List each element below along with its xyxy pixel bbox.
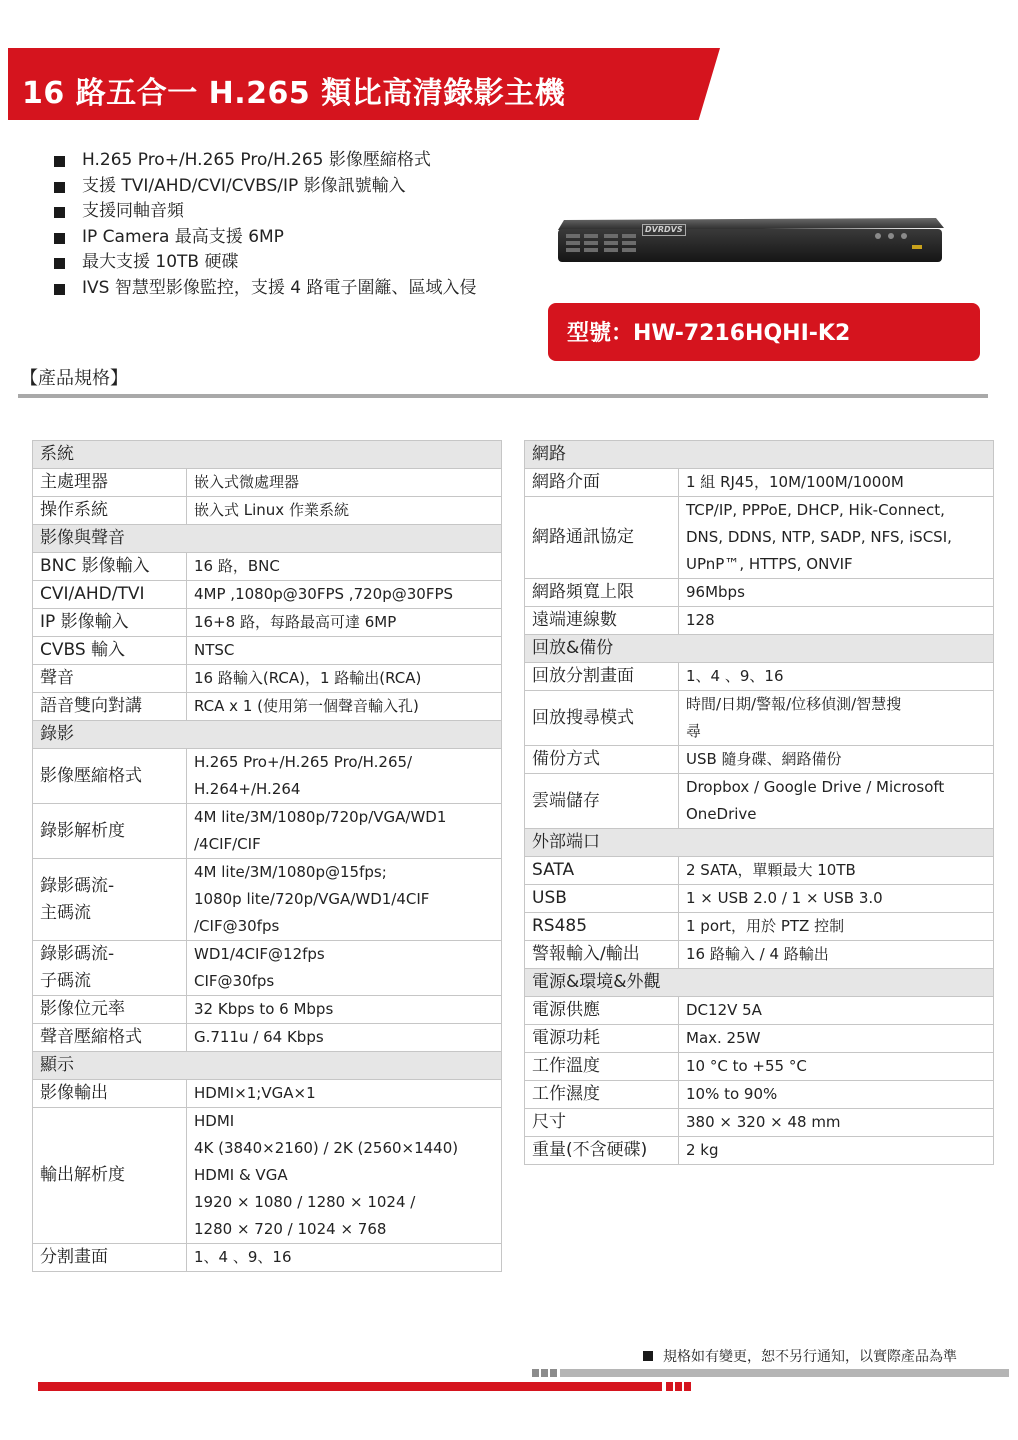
spec-row: [525, 913, 994, 941]
spec-row: [33, 553, 502, 581]
spec-row: [525, 497, 994, 579]
spec-label: 遠端連線數: [525, 607, 679, 635]
spec-label: 重量(不含硬碟): [525, 1137, 679, 1165]
bullet-square-icon: [54, 258, 65, 269]
spec-label: 操作系統: [33, 497, 187, 525]
spec-label: 影像位元率: [33, 996, 187, 1024]
spec-row: [525, 1025, 994, 1053]
feature-item: 支援 TVI/AHD/CVI/CVBS/IP 影像訊號輸入: [54, 174, 504, 200]
spec-label: 備份方式: [525, 746, 679, 774]
spec-value: 時間/日期/警報/位移偵測/智慧搜 尋: [679, 691, 994, 746]
spec-row: [525, 691, 994, 746]
spec-label: 雲端儲存: [525, 774, 679, 829]
spec-row: [33, 1108, 502, 1244]
spec-label: 工作溫度: [525, 1053, 679, 1081]
spec-row: [525, 941, 994, 969]
spec-section-row: [33, 721, 502, 749]
spec-row: [525, 579, 994, 607]
spec-table-left: [32, 440, 502, 1272]
spec-row: [33, 1080, 502, 1108]
section-divider: [18, 394, 988, 398]
spec-label: RS485: [525, 913, 679, 941]
spec-value: 4M lite/3M/1080p/720p/VGA/WD1 /4CIF/CIF: [187, 804, 502, 859]
spec-row: [33, 941, 502, 996]
spec-value: G.711u / 64 Kbps: [187, 1024, 502, 1052]
spec-value: 2 SATA，單顆最大 10TB: [679, 857, 994, 885]
bullet-square-icon: [54, 156, 65, 167]
spec-row: [525, 774, 994, 829]
feature-item: IVS 智慧型影像監控，支援 4 路電子圍籬、區域入侵: [54, 276, 504, 302]
spec-label: 分割畫面: [33, 1244, 187, 1272]
spec-row: [525, 1053, 994, 1081]
spec-value: RCA x 1 (使用第一個聲音輸入孔): [187, 693, 502, 721]
spec-value: 380 × 320 × 48 mm: [679, 1109, 994, 1137]
spec-label: 聲音壓縮格式: [33, 1024, 187, 1052]
spec-value: Max. 25W: [679, 1025, 994, 1053]
spec-row: [525, 1081, 994, 1109]
spec-section-title: 電源&環境&外觀: [525, 969, 994, 997]
spec-section-row: [525, 441, 994, 469]
spec-value: 96Mbps: [679, 579, 994, 607]
spec-label: 主處理器: [33, 469, 187, 497]
spec-section-row: [33, 441, 502, 469]
spec-row: [525, 885, 994, 913]
footer-bar-red: [38, 1382, 662, 1391]
spec-value: 4MP ,1080p@30FPS ,720p@30FPS: [187, 581, 502, 609]
spec-label: IP 影像輸入: [33, 609, 187, 637]
spec-row: [525, 746, 994, 774]
spec-row: [525, 997, 994, 1025]
footer-bar-red-block: [666, 1382, 673, 1391]
spec-row: [33, 665, 502, 693]
spec-row: [33, 996, 502, 1024]
spec-value: HDMI 4K (3840×2160) / 2K (2560×1440) HDMI & VGA 1920 × 1080 / 1280 × 1024 / 1280 × 720 / 1024 × 768: [187, 1108, 502, 1244]
spec-label: 錄影碼流- 主碼流: [33, 859, 187, 941]
bullet-square-icon: [54, 182, 65, 193]
spec-label: SATA: [525, 857, 679, 885]
spec-value: 1 port，用於 PTZ 控制: [679, 913, 994, 941]
spec-label: 錄影解析度: [33, 804, 187, 859]
spec-row: [33, 581, 502, 609]
spec-label: 工作濕度: [525, 1081, 679, 1109]
spec-row: [33, 1244, 502, 1272]
spec-value: 32 Kbps to 6 Mbps: [187, 996, 502, 1024]
spec-label: 警報輸入/輸出: [525, 941, 679, 969]
feature-item: 支援同軸音頻: [54, 199, 504, 225]
bullet-square-icon: [54, 207, 65, 218]
spec-heading: 【產品規格】: [20, 368, 128, 389]
spec-row: [33, 749, 502, 804]
spec-row: [33, 804, 502, 859]
spec-value: 4M lite/3M/1080p@15fps; 1080p lite/720p/VGA/WD1/4CIF /CIF@30fps: [187, 859, 502, 941]
spec-label: 影像輸出: [33, 1080, 187, 1108]
spec-label: CVI/AHD/TVI: [33, 581, 187, 609]
spec-label: BNC 影像輸入: [33, 553, 187, 581]
spec-table-right: [524, 440, 994, 1165]
bullet-square-icon: [54, 284, 65, 295]
spec-label: 電源供應: [525, 997, 679, 1025]
model-number: 型號：HW-7216HQHI-K2: [567, 321, 851, 346]
spec-row: [33, 693, 502, 721]
spec-row: [525, 607, 994, 635]
spec-label: 網路介面: [525, 469, 679, 497]
spec-row: [525, 857, 994, 885]
spec-value: 16 路輸入(RCA)，1 路輸出(RCA): [187, 665, 502, 693]
spec-section-title: 外部端口: [525, 829, 994, 857]
spec-row: [33, 469, 502, 497]
spec-value: 嵌入式微處理器: [187, 469, 502, 497]
footer-bar-red-block: [675, 1382, 682, 1391]
spec-value: 1 × USB 2.0 / 1 × USB 3.0: [679, 885, 994, 913]
spec-section-title: 網路: [525, 441, 994, 469]
spec-section-row: [525, 829, 994, 857]
spec-section-row: [33, 1052, 502, 1080]
spec-row: [525, 663, 994, 691]
footer-bar-gray-block: [532, 1369, 539, 1377]
spec-label: CVBS 輸入: [33, 637, 187, 665]
spec-value: WD1/4CIF@12fps CIF@30fps: [187, 941, 502, 996]
spec-label: 語音雙向對講: [33, 693, 187, 721]
spec-label: 輸出解析度: [33, 1108, 187, 1244]
spec-label: 電源功耗: [525, 1025, 679, 1053]
spec-value: HDMI×1;VGA×1: [187, 1080, 502, 1108]
feature-item: H.265 Pro+/H.265 Pro/H.265 影像壓縮格式: [54, 148, 504, 174]
spec-row: [33, 859, 502, 941]
spec-value: 16 路輸入 / 4 路輸出: [679, 941, 994, 969]
spec-value: 16+8 路，每路最高可達 6MP: [187, 609, 502, 637]
spec-row: [33, 609, 502, 637]
spec-value: USB 隨身碟、網路備份: [679, 746, 994, 774]
spec-label: 錄影碼流- 子碼流: [33, 941, 187, 996]
footer-bar-gray: [560, 1369, 1009, 1377]
spec-section-title: 回放&備份: [525, 635, 994, 663]
spec-value: 10% to 90%: [679, 1081, 994, 1109]
spec-value: TCP/IP, PPPoE, DHCP, Hik-Connect, DNS, DDNS, NTP, SADP, NFS, iSCSI, UPnP™, HTTPS, ONVIF: [679, 497, 994, 579]
spec-value: 16 路，BNC: [187, 553, 502, 581]
spec-value: 10 °C to +55 °C: [679, 1053, 994, 1081]
dvr-device-image: [556, 214, 944, 264]
spec-value: NTSC: [187, 637, 502, 665]
spec-section-title: 影像與聲音: [33, 525, 502, 553]
spec-value: 1、4 、9、16: [187, 1244, 502, 1272]
spec-section-row: [525, 969, 994, 997]
bullet-square-icon: [54, 233, 65, 244]
spec-label: 聲音: [33, 665, 187, 693]
spec-label: 回放分割畫面: [525, 663, 679, 691]
spec-label: USB: [525, 885, 679, 913]
spec-label: 回放搜尋模式: [525, 691, 679, 746]
spec-value: H.265 Pro+/H.265 Pro/H.265/ H.264+/H.264: [187, 749, 502, 804]
spec-section-row: [33, 525, 502, 553]
spec-value: 128: [679, 607, 994, 635]
spec-row: [525, 1137, 994, 1165]
bullet-square-icon: [643, 1351, 653, 1361]
spec-row: [525, 1109, 994, 1137]
spec-label: 影像壓縮格式: [33, 749, 187, 804]
feature-list: [54, 148, 504, 301]
feature-item: IP Camera 最高支援 6MP: [54, 225, 504, 251]
spec-section-title: 錄影: [33, 721, 502, 749]
spec-value: 1 組 RJ45，10M/100M/1000M: [679, 469, 994, 497]
spec-value: 嵌入式 Linux 作業系統: [187, 497, 502, 525]
spec-label: 網路頻寬上限: [525, 579, 679, 607]
spec-label: 網路通訊協定: [525, 497, 679, 579]
spec-label: 尺寸: [525, 1109, 679, 1137]
spec-row: [33, 637, 502, 665]
footer-bar-red-block: [684, 1382, 691, 1391]
footer-bar-gray-block: [541, 1369, 548, 1377]
spec-row: [33, 497, 502, 525]
spec-section-row: [525, 635, 994, 663]
feature-item: 最大支援 10TB 硬碟: [54, 250, 504, 276]
spec-value: 2 kg: [679, 1137, 994, 1165]
footer-note: 規格如有變更，恕不另行通知，以實際產品為準: [643, 1346, 957, 1366]
page-title: 16 路五合一 H.265 類比高清錄影主機: [22, 76, 566, 111]
spec-row: [525, 469, 994, 497]
spec-section-title: 系統: [33, 441, 502, 469]
spec-value: Dropbox / Google Drive / Microsoft OneDrive: [679, 774, 994, 829]
spec-value: DC12V 5A: [679, 997, 994, 1025]
spec-row: [33, 1024, 502, 1052]
spec-section-title: 顯示: [33, 1052, 502, 1080]
device-brand-label: DVRDVS: [642, 224, 686, 236]
spec-value: 1、4 、9、16: [679, 663, 994, 691]
footer-bar-gray-block: [550, 1369, 557, 1377]
